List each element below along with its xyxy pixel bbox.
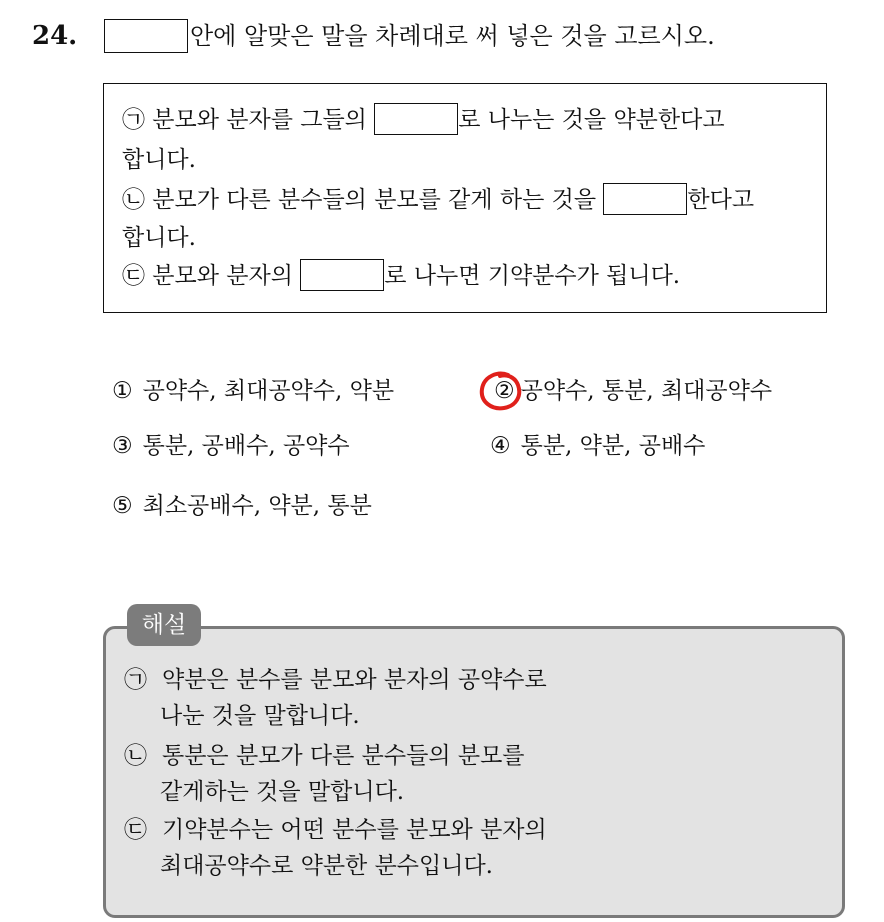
choice-number: ⑤ [112, 493, 133, 519]
statement-b-line1 [122, 182, 754, 218]
statement-c-blank [300, 259, 384, 291]
choice-5[interactable] [112, 488, 372, 524]
explanation-a-line1 [124, 662, 547, 698]
answer-blank [104, 19, 188, 53]
choice-text: 공약수, 통분, 최대공약수 [520, 378, 773, 404]
choice-text: 통분, 공배수, 공약수 [142, 433, 350, 459]
choice-text: 공약수, 최대공약수, 약분 [142, 378, 395, 404]
explanation-b-line1 [124, 738, 525, 774]
question-number: 24. [32, 21, 78, 51]
choice-3[interactable] [112, 428, 350, 464]
statement-b-text: ㉡ 분모가 다른 분수들의 분모를 같게 하는 것을 [122, 187, 604, 213]
explanation-c-line1 [124, 812, 547, 848]
explanation-c-line2: 최대공약수로 약분한 분수입니다. [160, 853, 493, 879]
statement-c-line1 [122, 258, 680, 294]
explanation-text: 기약분수는 어떤 분수를 분모와 분자의 [162, 817, 547, 843]
statement-box [103, 83, 827, 313]
choice-number: ④ [490, 433, 511, 459]
choice-2[interactable] [494, 373, 772, 409]
explanation-tab: 해설 [127, 604, 201, 646]
choice-4[interactable] [490, 428, 705, 464]
choice-number: ③ [112, 433, 133, 459]
explanation-mark: ㉡ [124, 743, 147, 769]
statement-a-line1 [122, 102, 725, 138]
choice-1[interactable] [112, 373, 394, 409]
explanation-b-line2: 같게하는 것을 말합니다. [160, 779, 405, 805]
explanation-text: 약분은 분수를 분모와 분자의 공약수로 [162, 667, 547, 693]
statement-a-blank [374, 103, 458, 135]
statement-c-text: ㉢ 분모와 분자의 [122, 263, 301, 289]
statement-a-text: ㉠ 분모와 분자를 그들의 [122, 107, 375, 133]
explanation-mark: ㉢ [124, 817, 147, 843]
explanation-a-line2: 나눈 것을 말합니다. [160, 703, 360, 729]
choice-text: 최소공배수, 약분, 통분 [142, 493, 372, 519]
statement-b-blank [603, 183, 687, 215]
question-stem [104, 16, 715, 56]
explanation-mark: ㉠ [124, 667, 147, 693]
statement-b-line2: 합니다. [122, 225, 196, 251]
explanation-text: 통분은 분모가 다른 분수들의 분모를 [162, 743, 525, 769]
statement-b-text-after: 한다고 [687, 187, 755, 213]
choice-text: 통분, 약분, 공배수 [520, 433, 706, 459]
statement-a-line2: 합니다. [122, 147, 196, 173]
choice-number: ① [112, 378, 133, 404]
question-stem-text: 안에 알맞은 말을 차례대로 써 넣은 것을 고르시오. [190, 22, 715, 50]
statement-c-text-after: 로 나누면 기약분수가 됩니다. [384, 263, 681, 289]
choice-number: ② [494, 378, 515, 404]
statement-a-text-after: 로 나누는 것을 약분한다고 [458, 107, 725, 133]
